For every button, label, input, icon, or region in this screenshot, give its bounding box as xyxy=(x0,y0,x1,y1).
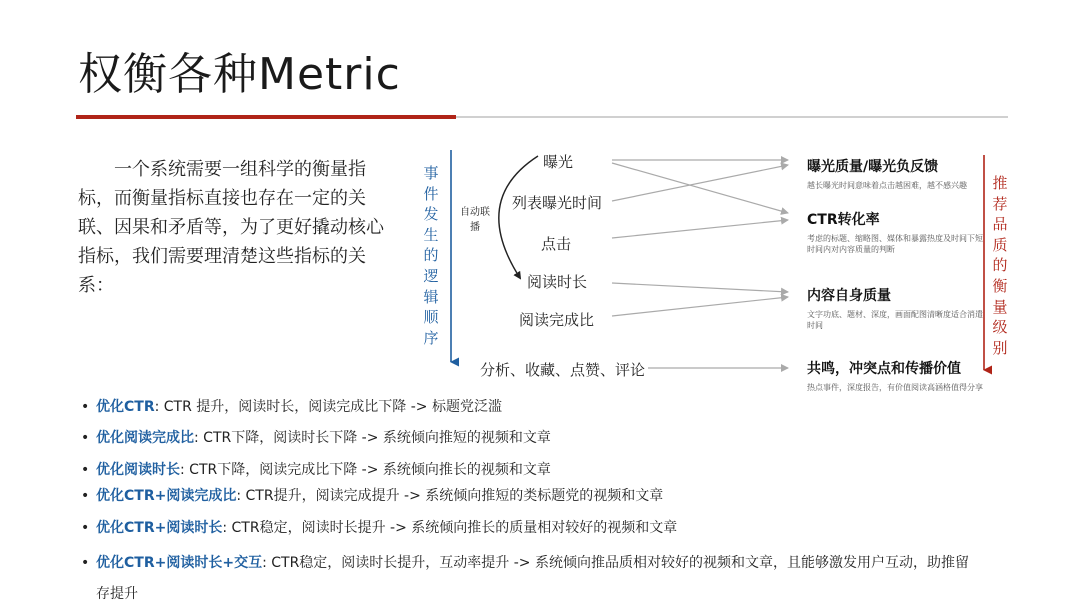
target-ctr-conversion xyxy=(807,209,997,255)
bullet-text: : CTR稳定，阅读时长提升，互动率提升 -> 系统倾向推品质相对较好的视频和文章，且能够激发用户互动，助推留存提升 xyxy=(96,555,969,602)
bullet-label: 优化CTR xyxy=(96,399,155,415)
bullet-text: : CTR稳定，阅读时长提升 -> 系统倾向推长的质量相对较好的视频和文章 xyxy=(222,520,678,536)
bullet-text: : CTR 提升，阅读时长，阅读完成比下降 -> 标题党泛滥 xyxy=(154,399,502,415)
target-title: 内容自身质量 xyxy=(807,288,891,304)
target-exposure-quality xyxy=(807,156,997,191)
bullet-text: : CTR下降，阅读完成比下降 -> 系统倾向推长的视频和文章 xyxy=(180,462,551,478)
auto-play-label: 自动联播 xyxy=(460,207,490,233)
bullet-label: 优化CTR+阅读时长 xyxy=(96,520,223,536)
bullet-label: 优化阅读完成比 xyxy=(96,430,194,446)
bullet-label: 优化CTR+阅读完成比 xyxy=(96,488,237,504)
arrow-read-time-to-content-quality xyxy=(612,283,788,292)
metric-completion-ratio: 阅读完成比 xyxy=(519,311,595,329)
page-title: 权衡各种Metric xyxy=(78,49,401,100)
target-content-quality xyxy=(807,285,997,331)
arrow-completion-to-content-quality xyxy=(612,297,788,316)
metric-list-exposure-time: 列表曝光时间 xyxy=(512,194,603,212)
target-description: 热点事件，深度报告，有价值阅读高涵格值得分享 xyxy=(807,383,983,392)
bullet-item xyxy=(80,483,980,509)
target-description: 文字功底、题材、深度，画面配图清晰度适合消遣时间 xyxy=(807,310,983,330)
target-title: CTR转化率 xyxy=(807,212,880,228)
metric-interactions: 分析、收藏、点赞、评论 xyxy=(480,361,646,379)
bullet-text: : CTR下降，阅读时长下降 -> 系统倾向推短的视频和文章 xyxy=(194,430,551,446)
bullet-item xyxy=(80,425,980,451)
auto-play-curve-arrow xyxy=(499,156,538,278)
bullet-item xyxy=(80,457,980,483)
arrow-click-to-ctr xyxy=(612,220,788,238)
target-description: 越长曝光时间意味着点击越困难，越不感兴趣 xyxy=(807,181,967,190)
event-order-axis-label: 事件发生的逻辑顺序 xyxy=(423,164,439,347)
target-resonance-value xyxy=(807,358,997,393)
bullet-label: 优化阅读时长 xyxy=(96,462,180,478)
quality-level-axis-label: 推荐品质的衡量级别 xyxy=(992,174,1008,357)
target-title: 曝光质量/曝光负反馈 xyxy=(807,159,939,175)
bullet-item xyxy=(80,394,980,420)
bullet-item xyxy=(80,548,980,610)
bullet-item xyxy=(80,515,980,541)
bullet-label: 优化CTR+阅读时长+交互 xyxy=(96,555,263,571)
target-description: 考虑的标题、缩略图、媒体和暴露热度及时间下短时间内对内容质量的判断 xyxy=(807,234,983,254)
metric-click: 点击 xyxy=(541,235,572,253)
intro-paragraph: 一个系统需要一组科学的衡量指标，而衡量指标直接也存在一定的关联、因果和矛盾等，为了更好撬动核心指标，我们需要理清楚这些指标的关系： xyxy=(78,159,384,296)
target-title: 共鸣，冲突点和传播价值 xyxy=(807,361,961,377)
metric-read-time: 阅读时长 xyxy=(527,273,588,291)
metric-exposure: 曝光 xyxy=(543,153,574,171)
bullet-text: : CTR提升，阅读完成提升 -> 系统倾向推短的类标题党的视频和文章 xyxy=(236,488,664,504)
